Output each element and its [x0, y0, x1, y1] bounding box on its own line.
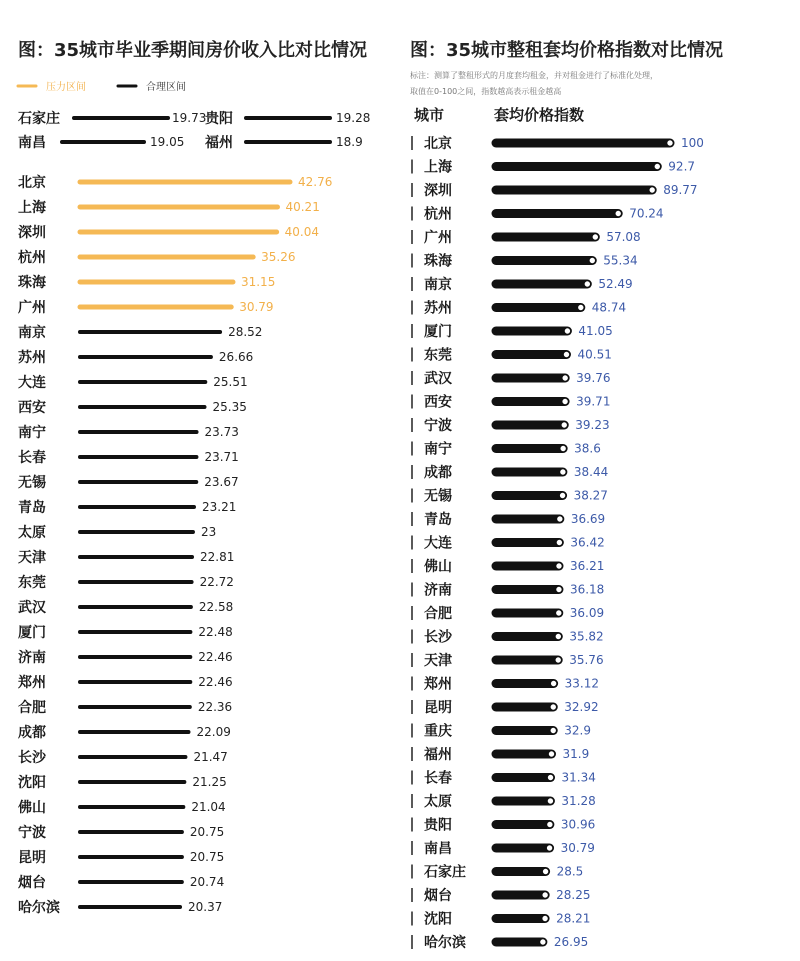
right-value-label: 36.21: [570, 559, 605, 573]
right-value-label: 28.5: [556, 864, 584, 879]
right-city-label: 昆明: [424, 700, 452, 716]
left-value-label: 42.76: [298, 175, 333, 189]
right-city-label: 烟台: [424, 888, 452, 904]
left-city-label: 苏州: [18, 350, 46, 366]
left-value-label: 26.66: [218, 350, 254, 364]
right-value-label: 30.79: [560, 841, 595, 855]
left-legend: [18, 80, 186, 93]
right-value-label: 39.23: [575, 418, 610, 432]
right-city-label: 广州: [424, 230, 452, 246]
left-value-label: 23.67: [204, 475, 239, 489]
right-city-label: 无锡: [424, 488, 452, 505]
right-city-label: 哈尔滨: [424, 935, 466, 951]
right-bar-end-dot: [550, 704, 556, 710]
right-bar-end-dot: [557, 516, 563, 522]
right-value-label: 36.18: [569, 582, 605, 597]
right-city-label: 成都: [424, 465, 452, 481]
right-chart-title: 图：35城市整租套均价格指数对比情况: [410, 40, 724, 61]
left-city-label: 青岛: [18, 500, 46, 516]
right-bar-end-dot: [540, 939, 546, 945]
right-city-label: 重庆: [424, 723, 452, 740]
legend-label-pressure: 压力区间: [46, 82, 86, 93]
right-value-label: 100: [681, 136, 704, 150]
left-city-label: 成都: [18, 725, 46, 741]
right-value-label: 39.71: [576, 394, 611, 409]
right-city-label: 大连: [424, 535, 452, 552]
left-bars: [17, 174, 332, 916]
left-value-label: 20.75: [189, 850, 225, 864]
right-city-label: 厦门: [424, 324, 452, 340]
right-bar-end-dot: [589, 257, 595, 263]
top-pair-value-label: 19.28: [336, 111, 371, 125]
right-bar-end-dot: [615, 210, 621, 216]
left-city-label: 大连: [18, 375, 46, 391]
right-value-label: 52.49: [598, 277, 633, 291]
right-bar-end-dot: [555, 633, 561, 639]
left-chart-title: 图：35城市毕业季期间房价收入比对比情况: [18, 40, 368, 61]
right-city-label: 济南: [424, 582, 452, 599]
right-value-label: 92.7: [668, 159, 696, 174]
right-bar-end-dot: [548, 751, 554, 757]
right-bar-end-dot: [654, 163, 660, 169]
top-pair-value-label: 18.9: [336, 135, 363, 149]
left-city-label: 佛山: [18, 800, 46, 816]
right-value-label: 89.77: [663, 183, 698, 197]
right-city-label: 北京: [424, 136, 452, 152]
left-value-label: 23.71: [204, 450, 239, 464]
right-city-label: 南宁: [424, 441, 452, 458]
left-value-label: 25.51: [213, 375, 248, 389]
right-bar-end-dot: [560, 445, 566, 451]
left-city-label: 无锡: [18, 475, 46, 491]
left-city-label: 西安: [18, 400, 46, 416]
left-city-label: 沈阳: [18, 775, 46, 791]
right-bar-end-dot: [547, 774, 553, 780]
right-value-label: 35.76: [569, 653, 604, 667]
right-city-label: 佛山: [424, 559, 452, 575]
left-city-label: 昆明: [18, 850, 46, 866]
left-city-label: 广州: [18, 300, 46, 316]
right-city-label: 深圳: [424, 183, 452, 199]
left-value-label: 28.52: [228, 325, 263, 339]
right-header-index: 套均价格指数: [494, 106, 585, 124]
top-pair-city-label: 石家庄: [18, 111, 60, 127]
right-bar-end-dot: [542, 915, 548, 921]
left-value-label: 22.46: [198, 675, 233, 689]
right-value-label: 48.74: [591, 300, 627, 315]
right-value-label: 35.82: [569, 629, 604, 644]
left-value-label: 30.79: [239, 300, 274, 314]
left-value-label: 22.46: [198, 650, 233, 664]
right-city-label: 天津: [424, 653, 452, 669]
left-value-label: 22.36: [197, 700, 233, 714]
right-value-label: 38.27: [573, 488, 608, 503]
right-bar-end-dot: [550, 680, 556, 686]
right-value-label: 36.69: [570, 512, 606, 526]
right-city-label: 东莞: [424, 347, 452, 364]
right-value-label: 38.6: [574, 441, 601, 456]
left-value-label: 21.47: [193, 750, 228, 764]
left-value-label: 22.48: [198, 625, 233, 639]
right-value-label: 39.76: [576, 371, 611, 385]
right-city-label: 珠海: [424, 253, 452, 270]
left-top-pairs: [18, 110, 370, 151]
left-city-label: 南京: [18, 325, 46, 341]
left-city-label: 郑州: [18, 675, 46, 691]
right-bar-end-dot: [667, 140, 673, 146]
left-value-label: 20.75: [189, 825, 225, 839]
left-value-label: 20.74: [189, 875, 225, 889]
left-value-label: 23.21: [201, 500, 237, 514]
right-bar-end-dot: [592, 234, 598, 240]
right-bar-end-dot: [556, 539, 562, 545]
left-city-label: 天津: [18, 550, 46, 566]
left-city-label: 长沙: [18, 750, 46, 766]
right-value-label: 33.12: [564, 676, 599, 691]
right-bar-end-dot: [556, 586, 562, 592]
left-city-label: 东莞: [18, 575, 46, 591]
left-value-label: 22.81: [200, 550, 235, 564]
right-value-label: 36.09: [569, 606, 605, 620]
left-city-label: 哈尔滨: [18, 900, 60, 916]
right-bar-end-dot: [560, 469, 566, 475]
right-city-label: 上海: [424, 159, 452, 176]
right-chart-note-line-2: 取值在0-100之间，指数越高表示租金越高: [410, 87, 562, 96]
left-value-label: 23.73: [204, 425, 239, 439]
left-value-label: 20.37: [188, 900, 223, 914]
right-chart-note-line-1: 标注：测算了整租形式的月度套均租金，并对租金进行了标准化处理，: [410, 71, 658, 80]
right-city-label: 南京: [424, 277, 452, 293]
left-city-label: 济南: [18, 650, 46, 666]
right-city-label: 太原: [424, 794, 452, 810]
right-value-label: 30.96: [560, 817, 596, 832]
right-city-label: 长沙: [424, 629, 452, 646]
left-value-label: 22.09: [196, 725, 231, 739]
right-value-label: 70.24: [629, 206, 664, 221]
left-value-label: 22.72: [199, 575, 234, 589]
right-value-label: 28.25: [556, 888, 591, 902]
left-city-label: 烟台: [18, 875, 46, 891]
left-value-label: 25.35: [212, 400, 247, 414]
left-value-label: 23: [200, 525, 217, 539]
right-bar-end-dot: [550, 727, 556, 733]
left-city-label: 合肥: [18, 700, 46, 716]
left-value-label: 35.26: [261, 250, 296, 264]
right-value-label: 40.51: [577, 347, 612, 362]
right-value-label: 38.44: [573, 465, 609, 479]
right-bar-end-dot: [578, 304, 584, 310]
right-value-label: 31.34: [561, 770, 596, 785]
right-value-label: 36.42: [570, 535, 605, 550]
right-value-label: 41.05: [578, 324, 613, 338]
right-bar-end-dot: [555, 657, 561, 663]
top-pair-city-label: 福州: [205, 135, 233, 151]
right-bar-end-dot: [542, 868, 548, 874]
left-value-label: 22.58: [198, 600, 234, 614]
top-pair-city-label: 南昌: [18, 135, 46, 151]
right-city-label: 合肥: [424, 606, 452, 622]
right-value-label: 55.34: [603, 253, 638, 268]
right-city-label: 宁波: [424, 418, 452, 434]
left-value-label: 31.15: [240, 275, 276, 289]
right-value-label: 32.9: [564, 723, 591, 738]
left-city-label: 上海: [18, 200, 46, 216]
left-value-label: 40.04: [284, 225, 320, 239]
right-city-label: 苏州: [424, 300, 452, 317]
left-city-label: 深圳: [18, 225, 46, 241]
left-city-label: 厦门: [18, 625, 46, 641]
right-bar-end-dot: [584, 281, 590, 287]
right-city-label: 南昌: [424, 841, 452, 857]
left-city-label: 珠海: [18, 275, 46, 291]
right-value-label: 32.92: [564, 700, 599, 714]
left-city-label: 长春: [18, 450, 46, 466]
right-bar-end-dot: [556, 610, 562, 616]
right-value-label: 31.9: [562, 747, 590, 761]
right-value-label: 57.08: [606, 230, 641, 244]
right-bar-end-dot: [564, 328, 570, 334]
left-value-label: 21.25: [192, 775, 227, 789]
right-bar-end-dot: [649, 187, 655, 193]
right-header-city: 城市: [414, 106, 445, 124]
right-bars: [412, 135, 704, 951]
right-city-label: 福州: [424, 747, 452, 763]
left-city-label: 南宁: [18, 425, 46, 441]
right-bar-end-dot: [556, 563, 562, 569]
right-bar-end-dot: [562, 398, 568, 404]
left-city-label: 武汉: [18, 600, 46, 616]
right-city-label: 杭州: [424, 206, 452, 223]
right-bar-end-dot: [547, 821, 553, 827]
right-city-label: 沈阳: [424, 911, 452, 928]
right-city-label: 贵阳: [424, 817, 452, 834]
left-city-label: 宁波: [18, 825, 46, 841]
top-pair-value-label: 19.73: [172, 111, 207, 125]
right-value-label: 31.28: [561, 794, 596, 808]
right-city-label: 武汉: [424, 371, 452, 387]
right-city-label: 郑州: [424, 676, 452, 693]
left-city-label: 太原: [18, 525, 46, 541]
right-city-label: 长春: [424, 770, 452, 787]
right-city-label: 西安: [424, 394, 452, 411]
left-city-label: 杭州: [18, 250, 46, 266]
left-value-label: 21.04: [191, 800, 226, 814]
right-bar-end-dot: [561, 422, 567, 428]
left-city-label: 北京: [18, 175, 46, 191]
right-city-label: 石家庄: [424, 864, 466, 881]
right-value-label: 26.95: [553, 935, 589, 949]
right-bar-end-dot: [547, 798, 553, 804]
right-value-label: 28.21: [556, 911, 591, 926]
right-city-label: 青岛: [424, 512, 452, 528]
left-value-label: 40.21: [285, 200, 320, 214]
right-bar-end-dot: [563, 351, 569, 357]
top-pair-city-label: 贵阳: [205, 111, 233, 127]
right-bar-end-dot: [542, 892, 548, 898]
legend-label-reasonable: 合理区间: [146, 82, 186, 93]
right-bar-end-dot: [546, 845, 552, 851]
right-bar-end-dot: [559, 492, 565, 498]
right-bar-end-dot: [562, 375, 568, 381]
top-pair-value-label: 19.05: [150, 135, 185, 149]
